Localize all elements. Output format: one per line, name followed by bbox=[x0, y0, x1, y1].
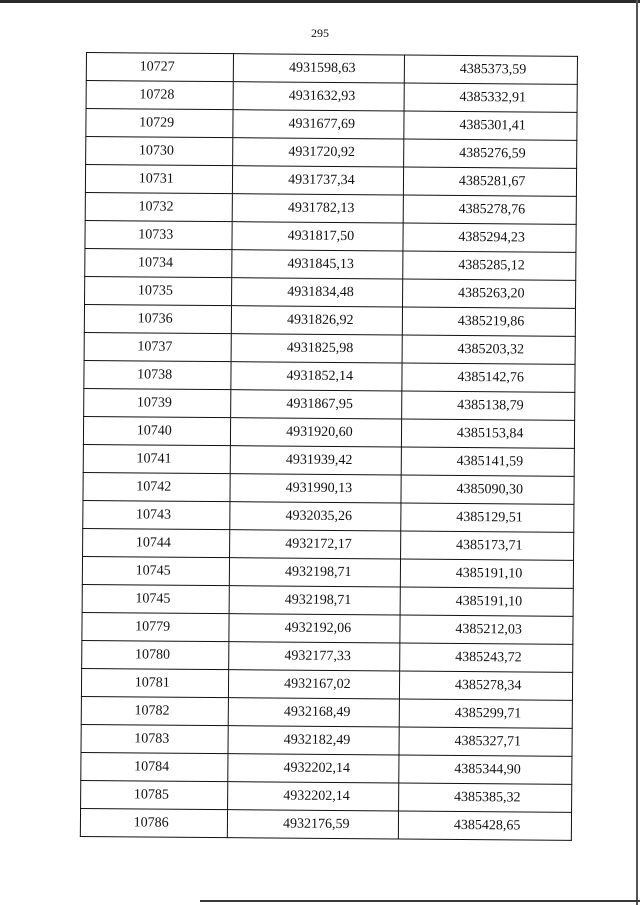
table-row bbox=[83, 416, 574, 448]
x-coordinate-cell: 4931852,14 bbox=[231, 362, 402, 391]
y-coordinate-cell: 4385191,10 bbox=[401, 559, 574, 588]
x-coordinate-cell: 4931782,13 bbox=[233, 194, 404, 223]
table-row bbox=[83, 472, 574, 504]
x-coordinate-cell: 4931920,60 bbox=[231, 418, 402, 447]
x-coordinate-cell: 4932198,71 bbox=[230, 586, 401, 615]
x-coordinate-cell: 4931826,92 bbox=[232, 306, 403, 335]
table-row bbox=[84, 360, 575, 392]
scan-edge-right bbox=[636, 0, 638, 905]
point-id-cell: 10741 bbox=[83, 444, 231, 473]
y-coordinate-cell: 4385299,71 bbox=[400, 699, 573, 728]
point-id-cell: 10782 bbox=[81, 696, 229, 725]
table-row bbox=[86, 81, 577, 113]
table-row bbox=[81, 780, 572, 812]
point-id-cell: 10730 bbox=[86, 137, 234, 166]
y-coordinate-cell: 4385263,20 bbox=[403, 279, 576, 308]
table-row bbox=[86, 137, 577, 169]
table-row bbox=[86, 109, 577, 141]
x-coordinate-cell: 4931632,93 bbox=[233, 82, 404, 111]
y-coordinate-cell: 4385142,76 bbox=[402, 363, 575, 392]
table-row bbox=[82, 612, 573, 644]
y-coordinate-cell: 4385294,23 bbox=[403, 223, 576, 252]
y-coordinate-cell: 4385428,65 bbox=[399, 811, 572, 840]
point-id-cell: 10737 bbox=[84, 332, 232, 361]
x-coordinate-cell: 4931834,48 bbox=[232, 278, 403, 307]
table-row bbox=[84, 388, 575, 420]
point-id-cell: 10739 bbox=[84, 388, 232, 417]
point-id-cell: 10740 bbox=[83, 416, 231, 445]
x-coordinate-cell: 4932182,49 bbox=[228, 726, 399, 755]
table-row bbox=[84, 304, 575, 336]
point-id-cell: 10784 bbox=[81, 752, 229, 781]
table-row bbox=[82, 584, 573, 616]
table-row bbox=[82, 556, 573, 588]
x-coordinate-cell: 4932198,71 bbox=[230, 558, 401, 587]
scan-edge-top bbox=[0, 0, 640, 3]
x-coordinate-cell: 4931845,13 bbox=[232, 250, 403, 279]
point-id-cell: 10736 bbox=[84, 304, 232, 333]
x-coordinate-cell: 4931677,69 bbox=[233, 110, 404, 139]
point-id-cell: 10728 bbox=[86, 81, 234, 110]
y-coordinate-cell: 4385344,90 bbox=[399, 755, 572, 784]
point-id-cell: 10735 bbox=[85, 276, 233, 305]
point-id-cell: 10745 bbox=[82, 584, 230, 613]
point-id-cell: 10733 bbox=[85, 220, 233, 249]
table-row bbox=[82, 640, 573, 672]
table-row bbox=[81, 724, 572, 756]
x-coordinate-cell: 4932177,33 bbox=[229, 642, 400, 671]
point-id-cell: 10731 bbox=[85, 165, 233, 194]
scan-edge-bottom bbox=[200, 900, 640, 902]
y-coordinate-cell: 4385129,51 bbox=[401, 503, 574, 532]
table-row bbox=[85, 276, 576, 308]
y-coordinate-cell: 4385278,76 bbox=[403, 195, 576, 224]
point-id-cell: 10786 bbox=[80, 808, 228, 837]
x-coordinate-cell: 4932172,17 bbox=[230, 530, 401, 559]
y-coordinate-cell: 4385141,59 bbox=[402, 447, 575, 476]
y-coordinate-cell: 4385285,12 bbox=[403, 251, 576, 280]
y-coordinate-cell: 4385138,79 bbox=[402, 391, 575, 420]
y-coordinate-cell: 4385203,32 bbox=[402, 335, 575, 364]
x-coordinate-cell: 4932168,49 bbox=[229, 698, 400, 727]
point-id-cell: 10783 bbox=[81, 724, 229, 753]
point-id-cell: 10781 bbox=[81, 668, 229, 697]
x-coordinate-cell: 4932202,14 bbox=[228, 782, 399, 811]
table-row bbox=[81, 752, 572, 784]
x-coordinate-cell: 4931737,34 bbox=[233, 166, 404, 195]
y-coordinate-cell: 4385332,91 bbox=[404, 83, 577, 112]
point-id-cell: 10738 bbox=[84, 360, 232, 389]
table-row bbox=[80, 808, 571, 840]
table-row bbox=[85, 192, 576, 224]
y-coordinate-cell: 4385278,34 bbox=[400, 671, 573, 700]
x-coordinate-cell: 4931817,50 bbox=[232, 222, 403, 251]
point-id-cell: 10744 bbox=[83, 528, 231, 557]
table-row bbox=[83, 500, 574, 532]
point-id-cell: 10779 bbox=[82, 612, 230, 641]
point-id-cell: 10734 bbox=[85, 248, 233, 277]
y-coordinate-cell: 4385090,30 bbox=[401, 475, 574, 504]
x-coordinate-cell: 4931825,98 bbox=[232, 334, 403, 363]
x-coordinate-cell: 4931990,13 bbox=[230, 474, 401, 503]
table-row bbox=[85, 248, 576, 280]
table-row bbox=[81, 696, 572, 728]
y-coordinate-cell: 4385153,84 bbox=[402, 419, 575, 448]
y-coordinate-cell: 4385212,03 bbox=[400, 615, 573, 644]
x-coordinate-cell: 4932167,02 bbox=[229, 670, 400, 699]
point-id-cell: 10745 bbox=[82, 556, 230, 585]
table-row bbox=[85, 165, 576, 197]
point-id-cell: 10729 bbox=[86, 109, 234, 138]
point-id-cell: 10732 bbox=[85, 192, 233, 221]
table-row bbox=[83, 528, 574, 560]
y-coordinate-cell: 4385301,41 bbox=[404, 111, 577, 140]
y-coordinate-cell: 4385385,32 bbox=[399, 783, 572, 812]
x-coordinate-cell: 4931598,63 bbox=[234, 54, 405, 83]
coordinates-table bbox=[80, 52, 578, 841]
point-id-cell: 10785 bbox=[81, 780, 229, 809]
y-coordinate-cell: 4385327,71 bbox=[399, 727, 572, 756]
x-coordinate-cell: 4931939,42 bbox=[231, 446, 402, 475]
y-coordinate-cell: 4385219,86 bbox=[403, 307, 576, 336]
y-coordinate-cell: 4385191,10 bbox=[400, 587, 573, 616]
x-coordinate-cell: 4932176,59 bbox=[228, 810, 399, 839]
point-id-cell: 10727 bbox=[86, 53, 234, 82]
point-id-cell: 10743 bbox=[83, 500, 231, 529]
table-row bbox=[81, 668, 572, 700]
x-coordinate-cell: 4932202,14 bbox=[228, 754, 399, 783]
y-coordinate-cell: 4385173,71 bbox=[401, 531, 574, 560]
table-row bbox=[83, 444, 574, 476]
point-id-cell: 10780 bbox=[82, 640, 230, 669]
x-coordinate-cell: 4931867,95 bbox=[231, 390, 402, 419]
y-coordinate-cell: 4385243,72 bbox=[400, 643, 573, 672]
table-row bbox=[84, 332, 575, 364]
y-coordinate-cell: 4385373,59 bbox=[405, 55, 578, 84]
page-number: 295 bbox=[311, 26, 329, 40]
y-coordinate-cell: 4385281,67 bbox=[404, 167, 577, 196]
x-coordinate-cell: 4932192,06 bbox=[229, 614, 400, 643]
table-row bbox=[85, 220, 576, 252]
x-coordinate-cell: 4932035,26 bbox=[230, 502, 401, 531]
x-coordinate-cell: 4931720,92 bbox=[233, 138, 404, 167]
table-row bbox=[86, 53, 577, 85]
coordinates-table-body bbox=[80, 53, 577, 841]
point-id-cell: 10742 bbox=[83, 472, 231, 501]
y-coordinate-cell: 4385276,59 bbox=[404, 139, 577, 168]
